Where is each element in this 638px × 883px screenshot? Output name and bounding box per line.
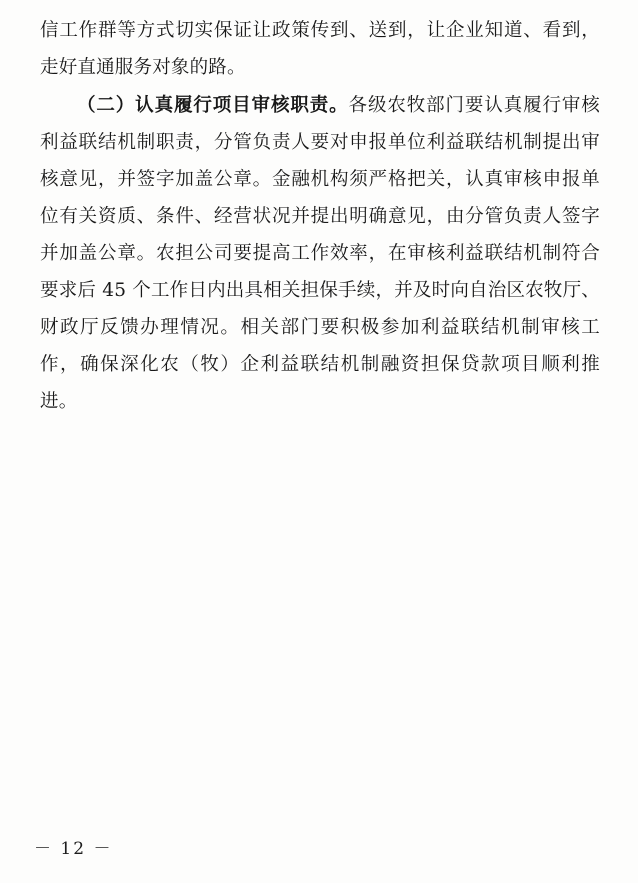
paragraph-continued: 信工作群等方式切实保证让政策传到、送到，让企业知道、看到，走好直通服务对象的路。 xyxy=(40,20,600,78)
page-number: － 12 － xyxy=(34,839,113,859)
paragraph-heading-lead: （二）认真履行项目审核职责。 xyxy=(77,95,349,116)
document-body xyxy=(40,12,600,420)
paragraph-section-two xyxy=(40,87,600,420)
paragraph-section-two-text: 各级农牧部门要认真履行审核利益联结机制职责，分管负责人要对申报单位利益联结机制提出审核意见，并签字加盖公章。金融机构须严格把关，认真审核申报单位有关资质、条件、经营状况并提出明确意见，由分管负责人签字并加盖公章。农担公司要提高工作效率，在审核利益联结机制符合要求后 45 个工作日内出具相关担保手续，并及时向自治区农牧厅、财政厅反馈办理情况。相关部门要积极参加利益联结机制审核工作，确保深化农（牧）企利益联结机制融资担保贷款项目顺利推进。 xyxy=(40,95,600,412)
